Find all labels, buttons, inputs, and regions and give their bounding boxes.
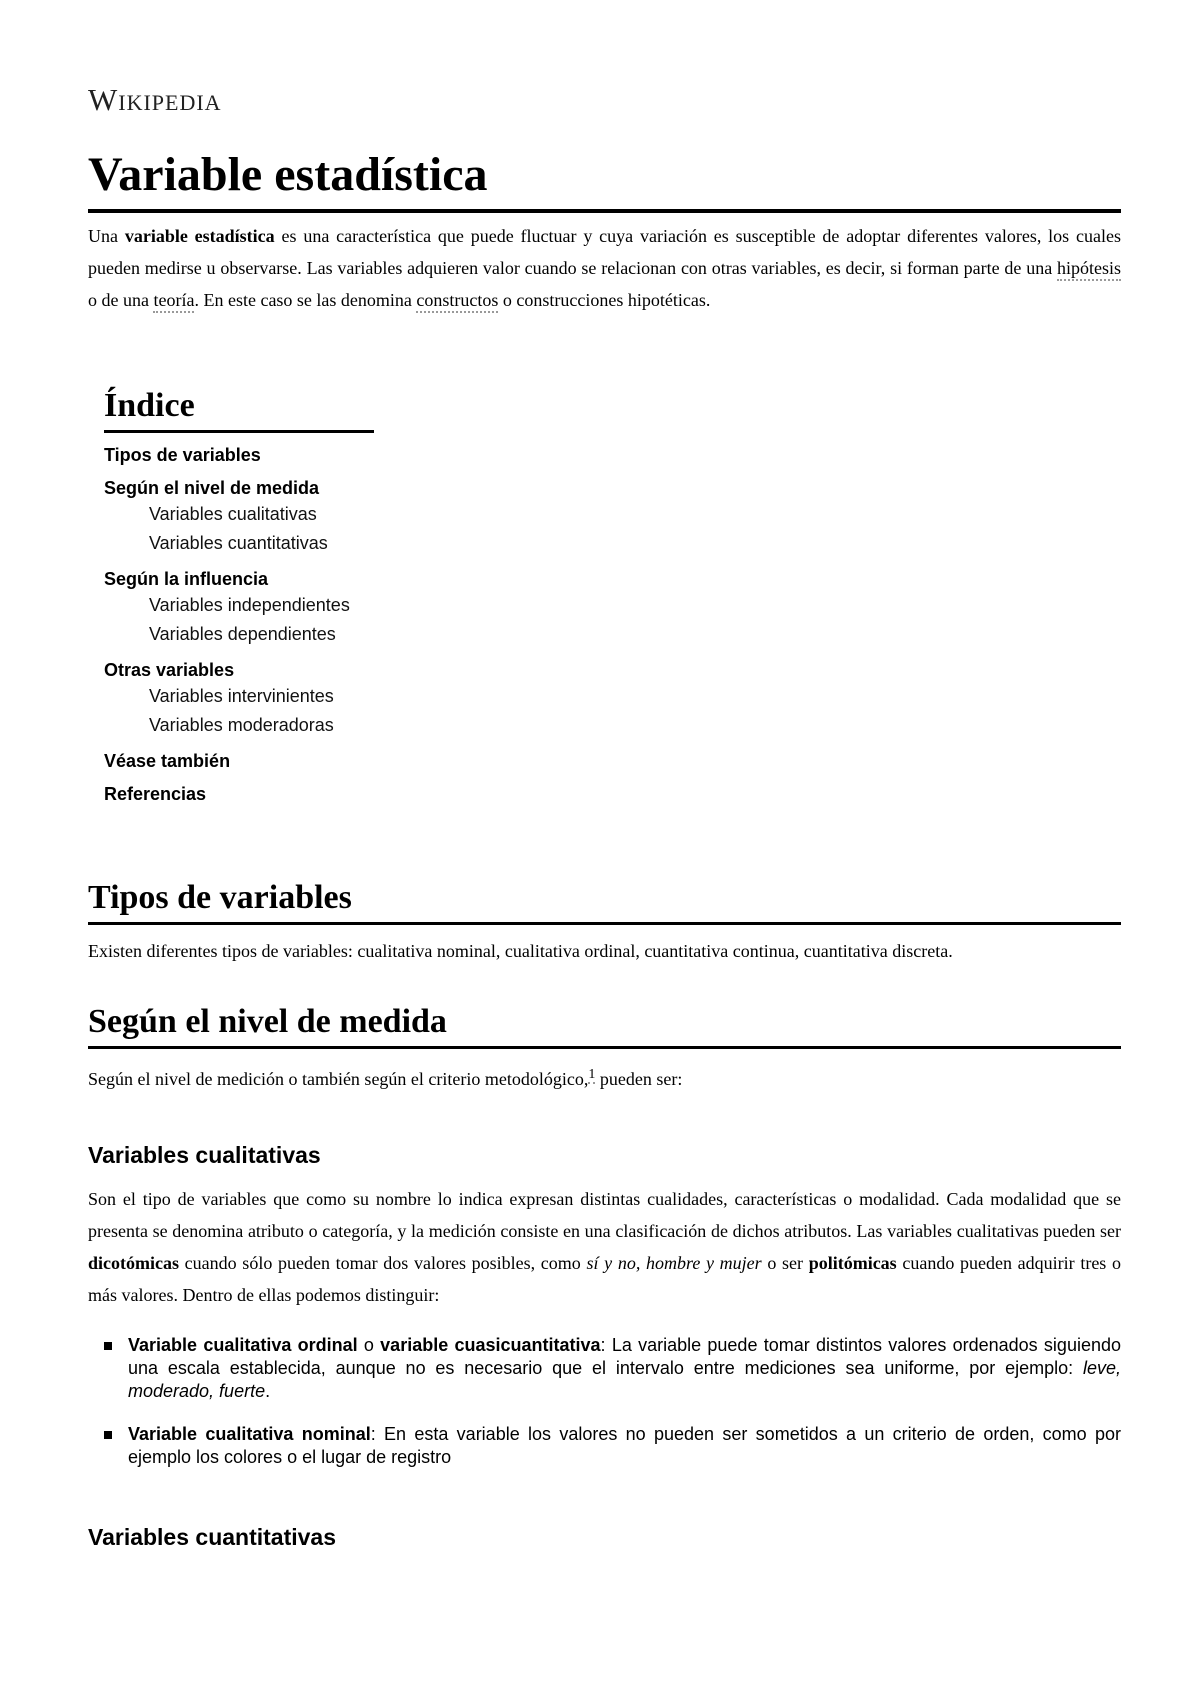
toc-item-tipos-de-variables[interactable]: Tipos de variables [104,445,261,465]
bold-dicotomicas: dicotómicas [88,1253,179,1273]
toc-item-variables-cualitativas[interactable]: Variables cualitativas [149,504,317,524]
intro-text: Una [88,226,125,246]
paragraph-cualitativas [88,1183,1121,1311]
list-item [104,1334,1121,1403]
bullet-text: : En esta variable los valores no pueden ser sometidos a un criterio de orden, como por ejemplo los colores o el lugar de registro [128,1424,1122,1467]
toc-item-segun-la-influencia[interactable]: Según la influencia [104,569,269,589]
toc-item-variables-dependientes[interactable]: Variables dependientes [149,624,336,644]
wikipedia-logo[interactable]: Wikipedia [88,82,222,117]
toc-item-referencias[interactable]: Referencias [104,784,207,804]
intro-bold-term: variable estadística [124,226,275,246]
bullet-text: : La variable puede tomar distintos valores ordenados siguiendo una escala establecida, aunque no es necesario que el intervalo entre mediciones sea uniforme, por ejemplo: [128,1335,1121,1378]
bullet-icon [104,1431,112,1439]
cualitativas-text: cuando sólo pueden tomar dos valores posibles, como [178,1253,587,1273]
bullet-icon [104,1342,112,1350]
italic-examples: sí y no, hombre y mujer [586,1253,762,1273]
heading-variables-cuantitativas: Variables cuantitativas [88,1524,337,1550]
bullet-term: Variable cualitativa nominal [128,1424,371,1444]
toc-item-segun-nivel-de-medida[interactable]: Según el nivel de medida [104,478,320,498]
cualitativas-text: cuando pueden adquirir tres o más valores. Dentro de ellas podemos distinguir: [88,1253,1121,1305]
page-title: Variable estadística [88,145,1121,213]
cualitativas-text: o ser [761,1253,809,1273]
cualitativas-text: Son el tipo de variables que como su nombre lo indica expresan distintas cualidades, características o modalidad. Cada modalidad que se presenta se denomina atributo o categoría, y la medición consiste en una clasificación de dichos atributos. Las variables cualitativas pueden ser [88,1189,1121,1241]
bullet-text: o [357,1335,381,1355]
bullet-italic: leve, moderado, fuerte [128,1358,1121,1401]
paragraph-nivel [88,1059,1121,1095]
intro-paragraph [88,220,1121,316]
toc-item-variables-independientes[interactable]: Variables independientes [149,595,350,615]
list-item [104,1423,1121,1469]
intro-text: o construcciones hipotéticas. [498,290,711,310]
paragraph-tipos: Existen diferentes tipos de variables: cualitativa nominal, cualitativa ordinal, cuantitativa continua, cuantitativa discreta. [88,941,953,961]
bullet-term: variable cuasicuantitativa [380,1335,601,1355]
nivel-text: Según el nivel de medición o también según el criterio metodológico, [88,1069,589,1089]
toc-list [104,443,374,806]
toc-item-variables-intervinientes[interactable]: Variables intervinientes [149,686,334,706]
nivel-text: pueden ser: [595,1069,683,1089]
cualitativas-list [104,1334,1121,1469]
toc-item-variables-moderadoras[interactable]: Variables moderadoras [149,715,334,735]
link-constructos[interactable]: constructos [416,290,498,313]
bullet-text: . [265,1381,271,1401]
intro-text: o de una [88,290,154,310]
reference-link[interactable]: 1 [588,1067,596,1082]
toc-item-variables-cuantitativas[interactable]: Variables cuantitativas [149,533,328,553]
heading-tipos-de-variables: Tipos de variables [88,876,1121,925]
toc-item-vease-tambien[interactable]: Véase también [104,751,231,771]
bold-politomicas: politómicas [808,1253,897,1273]
bullet-term: Variable cualitativa ordinal [128,1335,358,1355]
link-teoria[interactable]: teoría [153,290,194,313]
intro-text: es una característica que puede fluctuar y cuya variación es susceptible de adoptar diferentes valores, los cuales pueden medirse u observarse. Las variables adquieren valor cuando se relacionan con otras variables, es decir, si forman parte de una [88,226,1121,278]
link-hipotesis[interactable]: hipótesis [1057,258,1121,281]
intro-text: . En este caso se las denomina [194,290,417,310]
toc-title: Índice [104,384,374,433]
heading-variables-cualitativas: Variables cualitativas [88,1142,321,1168]
table-of-contents [104,384,374,806]
toc-item-otras-variables[interactable]: Otras variables [104,660,235,680]
heading-segun-nivel-de-medida: Según el nivel de medida [88,1000,1121,1049]
